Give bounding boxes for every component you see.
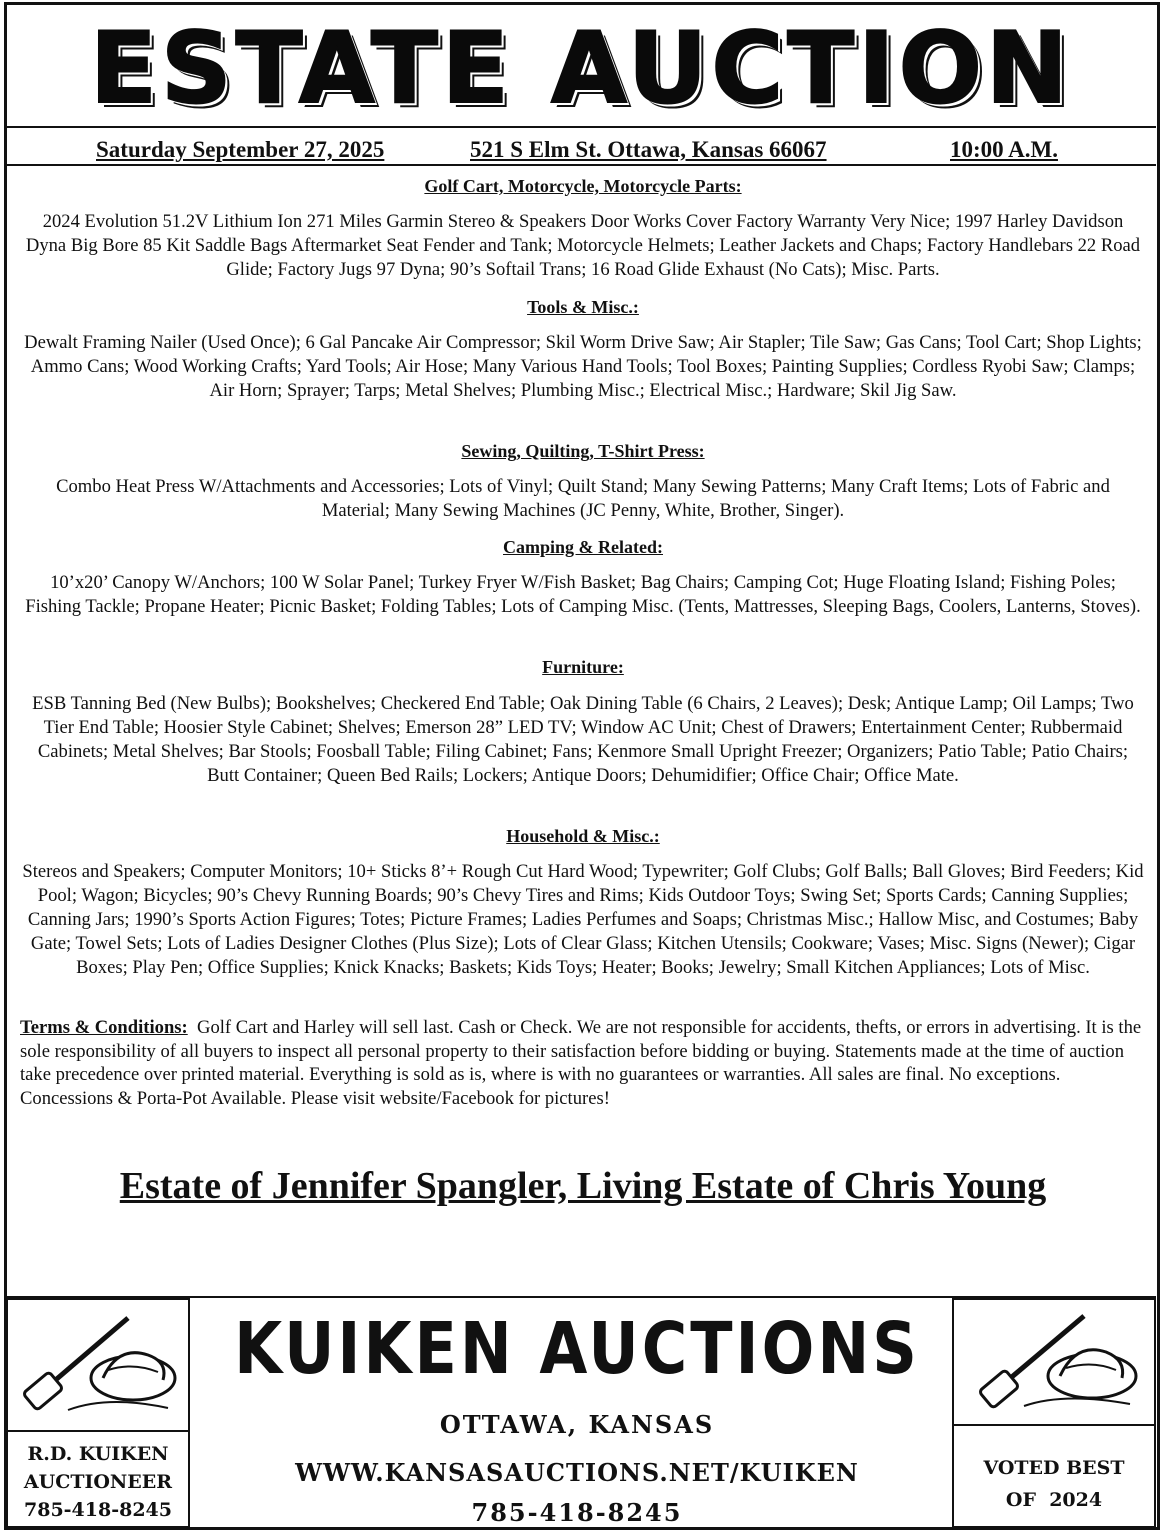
title-banner xyxy=(6,4,1156,128)
event-date: Saturday September 27, 2025 xyxy=(96,137,385,162)
event-time: 10:00 A.M. xyxy=(950,137,1058,162)
section-heading-furniture: Furniture: xyxy=(542,657,624,677)
gavel-and-hat-icon xyxy=(8,1300,188,1430)
section-heading-camping: Camping & Related: xyxy=(503,537,663,557)
estate-line: Estate of Jennifer Spangler, Living Estate of Chris Young xyxy=(119,1165,1047,1207)
section-body-household: Stereos and Speakers; Computer Monitors; 10+ Sticks 8’+ Rough Cut Hard Wood; Typewriter; Golf Clubs; Golf Balls; Ball Gloves; Bird Feeders; Kid Pool; Wagon; Bicycles; 90’s Chevy Running Boards; 90’s Chevy Tires and Rims; Kids Outdoor Toys; Swing Set; Sports Cards; Canning Supplies; Canning Jars; 1990’s Sports Action Figures; Totes; Picture Frames; Ladies Perfumes and Soaps; Christmas Misc.; Hallow Misc, and Costumes; Baby Gate; Towel Sets; Lots of Ladies Designer Clothes (Plus Size); Lots of Clear Glass; Kitchen Utensils; Cookware; Vases; Misc. Signs (Newer); Cigar Boxes; Play Pen; Office Supplies; Knick Knacks; Baskets; Kids Toys; Heater; Books; Jewelry; Small Kitchen Appliances; Lots of Misc. xyxy=(22,861,1144,978)
terms-text: Golf Cart and Harley will sell last. Cash or Check. We are not responsible for accidents, thefts, or errors in advertising. It is the sole responsibility of all buyers to inspect all personal property to their satisfaction before bidding or buying. Statements made at the time of auction take precedence over printed material. Everything is sold as is, where is with no guarantees or warranties. All sales are final. No exceptions. Concessions & Porta-Pot Available. Please visit website/Facebook for pictures! xyxy=(20,1017,1142,1109)
company-phone: 785-418-8245 xyxy=(471,1498,683,1527)
section-body-sewing: Combo Heat Press W/Attachments and Accessories; Lots of Vinyl; Quilt Stand; Many Sewing Patterns; Many Craft Items; Lots of Fabric and Material; Many Sewing Machines (JC Penny, White, Brother, Singer). xyxy=(56,476,1110,521)
terms-and-conditions xyxy=(20,1016,1146,1110)
company-city: OTTAWA, KANSAS xyxy=(439,1410,715,1439)
company-name: KUIKEN AUCTIONS xyxy=(234,1306,920,1391)
section-body-tools: Dewalt Framing Nailer (Used Once); 6 Gal Pancake Air Compressor; Skil Worm Drive Saw; Air Stapler; Tile Saw; Gas Cans; Tool Cart; Shop Lights; Ammo Cans; Wood Working Crafts; Yard Tools; Air Hose; Many Various Hand Tools; Tool Boxes; Painting Supplies; Cordless Ryobi Saw; Clamps; Air Horn; Sprayer; Tarps; Metal Shelves; Plumbing Misc.; Electrical Misc.; Hardware; Skil Jig Saw. xyxy=(24,332,1142,401)
left-logo xyxy=(6,1298,190,1432)
auctioneer-box xyxy=(6,1430,190,1528)
section-heading-golf-cart: Golf Cart, Motorcycle, Motorcycle Parts: xyxy=(424,176,742,196)
right-logo xyxy=(952,1298,1156,1426)
terms-label: Terms & Conditions: xyxy=(20,1017,188,1038)
voted-best-line1: VOTED BEST xyxy=(983,1457,1125,1479)
section-body-golf-cart: 2024 Evolution 51.2V Lithium Ion 271 Miles Garmin Stereo & Speakers Door Works Cover Factory Warranty Very Nice; 1997 Harley Davidson Dyna Big Bore 85 Kit Saddle Bags Aftermarket Seat Fender and Tank; Motorcycle Helmets; Leather Jackets and Chaps; Factory Handlebars 22 Road Glide; Factory Jugs 97 Dyna; 90’s Softail Trans; 16 Road Glide Exhaust (No Cats); Misc. Parts. xyxy=(25,211,1141,280)
auctioneer-name: R.D. KUIKEN xyxy=(27,1443,169,1465)
section-body-furniture: ESB Tanning Bed (New Bulbs); Bookshelves; Checkered End Table; Oak Dining Table (6 Chairs, 2 Leaves); Desk; Antique Lamp; Oil Lamps; Two Tier End Table; Hoosier Style Cabinet; Shelves; Emerson 28” LED TV; Window AC Unit; Chest of Drawers; Entertainment Center; Rubbermaid Cabinets; Metal Shelves; Bar Stools; Foosball Table; Filing Cabinet; Fans; Kenmore Small Upright Freezer; Organizers; Patio Table; Patio Chairs; Butt Container; Queen Bed Rails; Lockers; Antique Doors; Dehumidifier; Office Chair; Office Mate. xyxy=(32,693,1134,786)
auctioneer-role: AUCTIONEER xyxy=(23,1471,173,1493)
section-heading-tools: Tools & Misc.: xyxy=(527,297,639,317)
gavel-and-hat-icon xyxy=(954,1300,1154,1424)
event-address: 521 S Elm St. Ottawa, Kansas 66067 xyxy=(470,137,827,162)
section-heading-sewing: Sewing, Quilting, T-Shirt Press: xyxy=(461,441,705,461)
voted-best-line2: OF 2024 xyxy=(1005,1489,1103,1511)
auctioneer-phone: 785-418-8245 xyxy=(24,1499,172,1521)
footer xyxy=(6,1296,1156,1528)
section-body-camping: 10’x20’ Canopy W/Anchors; 100 W Solar Panel; Turkey Fryer W/Fish Basket; Bag Chairs; Camping Cot; Huge Floating Island; Fishing Poles; Fishing Tackle; Propane Heater; Picnic Basket; Folding Tables; Lots of Camping Misc. (Tents, Mattresses, Sleeping Bags, Coolers, Lanterns, Stoves). xyxy=(25,572,1141,617)
event-info-row xyxy=(6,130,1156,166)
page-title: ESTATE AUCTION xyxy=(90,12,1072,126)
company-website[interactable]: WWW.KANSASAUCTIONS.NET/KUIKEN xyxy=(295,1458,859,1487)
section-heading-household: Household & Misc.: xyxy=(506,826,660,846)
voted-best-box xyxy=(952,1424,1156,1528)
